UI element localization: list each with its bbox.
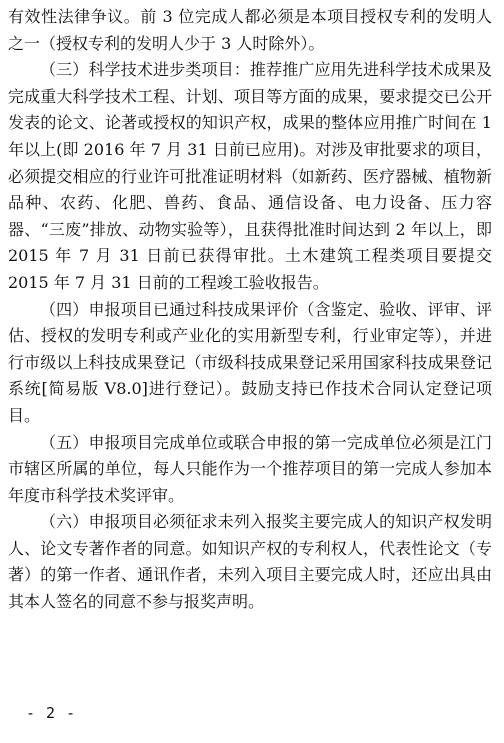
paragraph-item-5-unit-requirement: （五）申报项目完成单位或联合申报的第一完成单位必须是江门市辖区所属的单位，每人只能作为一个推荐项目的第一完成人参加本年度市科学技术奖评审。 — [8, 432, 492, 505]
paragraph-item-4-evaluation: （四）申报项目已通过科技成果评价（含鉴定、验收、评审、评估、授权的发明专利或产业化的实用新型专利，行业审定等），并进行市级以上科技成果登记（市级科技成果登记采用国家科技成果登记系统[简易版 V8.0]进行登记）。鼓励支持已作技术合同认定登记项目。 — [8, 299, 492, 425]
page-number: - 2 - — [26, 704, 77, 722]
document-page — [8, 4, 492, 616]
paragraph-item-6-consent: （六）申报项目必须征求未列入报奖主要完成人的知识产权发明人、论文专著作者的同意。如知识产权的专利权人，代表性论文（专著）的第一作者、通讯作者，未列入项目主要完成人时，还应出具由其本人签名的同意不参与报奖声明。 — [8, 512, 492, 612]
paragraph-item-3-sci-tech-progress: （三）科学技术进步类项目：推荐推广应用先进科学技术成果及完成重大科学技术工程、计划、项目等方面的成果，要求提交已公开发表的论文、论著或授权的知识产权，成果的整体应用推广时间在 1 年以上(即 2016 年 7 月 31 日前已应用)。对涉及审批要求的项目，必须提交相应的行业许可批准证明材料（如新药、医疗器械、植物新品种、农药、化肥、兽药、食品、通信设备、电力设备、压力容器、“三废”排放、动物实验等），且获得批准时间达到 2 年以上，即 2015 年 7 月 31 日前已获得审批。土木建筑工程类项目要提交 2015 年 7 月 31 日前的工程竣工验收报告。 — [8, 60, 492, 292]
paragraph-continuation: 有效性法律争议。前 3 位完成人都必须是本项目授权专利的发明人之一（授权专利的发明人少于 3 人时除外）。 — [8, 7, 492, 53]
